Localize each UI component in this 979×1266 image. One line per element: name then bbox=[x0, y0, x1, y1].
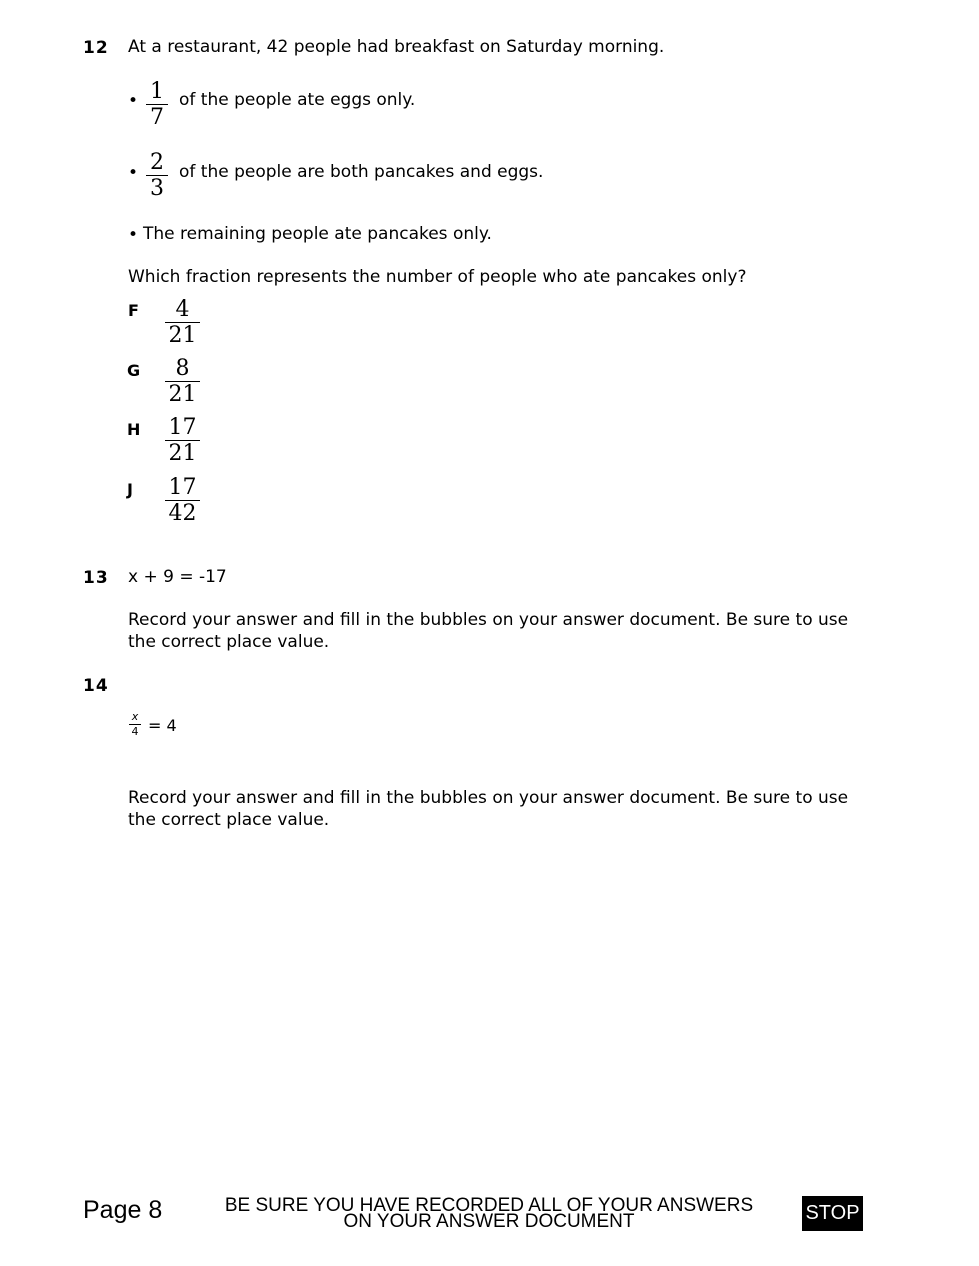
question-13-instruction-line1: Record your answer and fill in the bubbles on your answer document. Be sure to use bbox=[128, 610, 849, 630]
question-12-number: 12 bbox=[83, 38, 109, 58]
question-13-number: 13 bbox=[83, 568, 109, 588]
question-14-instruction-line1: Record your answer and fill in the bubbles on your answer document. Be sure to use bbox=[128, 788, 849, 808]
bullet-2-denominator: 3 bbox=[150, 176, 164, 201]
choice-g-letter[interactable]: G bbox=[127, 361, 141, 380]
question-14-numerator: x bbox=[131, 710, 139, 723]
bullet-2-symbol: • bbox=[128, 163, 139, 183]
question-12-stem: At a restaurant, 42 people had breakfast on Saturday morning. bbox=[128, 37, 665, 57]
page-number: Page 8 bbox=[83, 1196, 163, 1224]
choice-j-denominator: 42 bbox=[168, 501, 197, 526]
bullet-2-text: of the people are both pancakes and eggs. bbox=[179, 162, 544, 182]
footer-message-line1: BE SURE YOU HAVE RECORDED ALL OF YOUR ANSWERS bbox=[224, 1195, 754, 1216]
bullet-1-denominator: 7 bbox=[150, 105, 164, 130]
question-13-instruction-line2: the correct place value. bbox=[128, 632, 330, 652]
choice-h-fraction[interactable] bbox=[165, 416, 200, 465]
choice-h-letter[interactable]: H bbox=[127, 420, 141, 439]
choice-f-numerator: 4 bbox=[175, 297, 190, 322]
question-14-denominator: 4 bbox=[131, 725, 139, 738]
question-14-instruction-line2: the correct place value. bbox=[128, 810, 330, 830]
bullet-2-numerator: 2 bbox=[150, 150, 164, 175]
bullet-1-numerator: 1 bbox=[150, 79, 164, 104]
question-13-equation: x + 9 = -17 bbox=[128, 567, 227, 587]
bullet-3-symbol: • bbox=[128, 225, 139, 245]
choice-f-letter[interactable]: F bbox=[128, 301, 139, 320]
choice-g-denominator: 21 bbox=[168, 382, 197, 407]
choice-h-denominator: 21 bbox=[168, 441, 197, 466]
question-14-number: 14 bbox=[83, 676, 109, 696]
choice-g-fraction[interactable] bbox=[165, 357, 200, 406]
footer-message bbox=[209, 1195, 769, 1232]
choice-j-letter[interactable]: J bbox=[127, 480, 133, 499]
choice-j-numerator: 17 bbox=[168, 475, 197, 500]
question-14-equation-rest: = 4 bbox=[148, 716, 177, 735]
bullet-1-text: of the people ate eggs only. bbox=[179, 90, 416, 110]
footer-message-line2: ON YOUR ANSWER DOCUMENT bbox=[343, 1211, 635, 1232]
choice-f-fraction[interactable] bbox=[165, 298, 200, 347]
choice-j-fraction[interactable] bbox=[165, 476, 200, 525]
choice-h-numerator: 17 bbox=[168, 415, 197, 440]
choice-f-denominator: 21 bbox=[168, 323, 197, 348]
bullet-3-text: The remaining people ate pancakes only. bbox=[143, 224, 492, 244]
bullet-2-fraction bbox=[146, 151, 168, 200]
bullet-1-symbol: • bbox=[128, 91, 139, 111]
stop-sign: STOP bbox=[802, 1196, 863, 1231]
choice-g-numerator: 8 bbox=[175, 356, 190, 381]
question-12-prompt: Which fraction represents the number of people who ate pancakes only? bbox=[128, 267, 747, 287]
bullet-1-fraction bbox=[146, 80, 168, 129]
question-14-fraction bbox=[129, 711, 141, 738]
